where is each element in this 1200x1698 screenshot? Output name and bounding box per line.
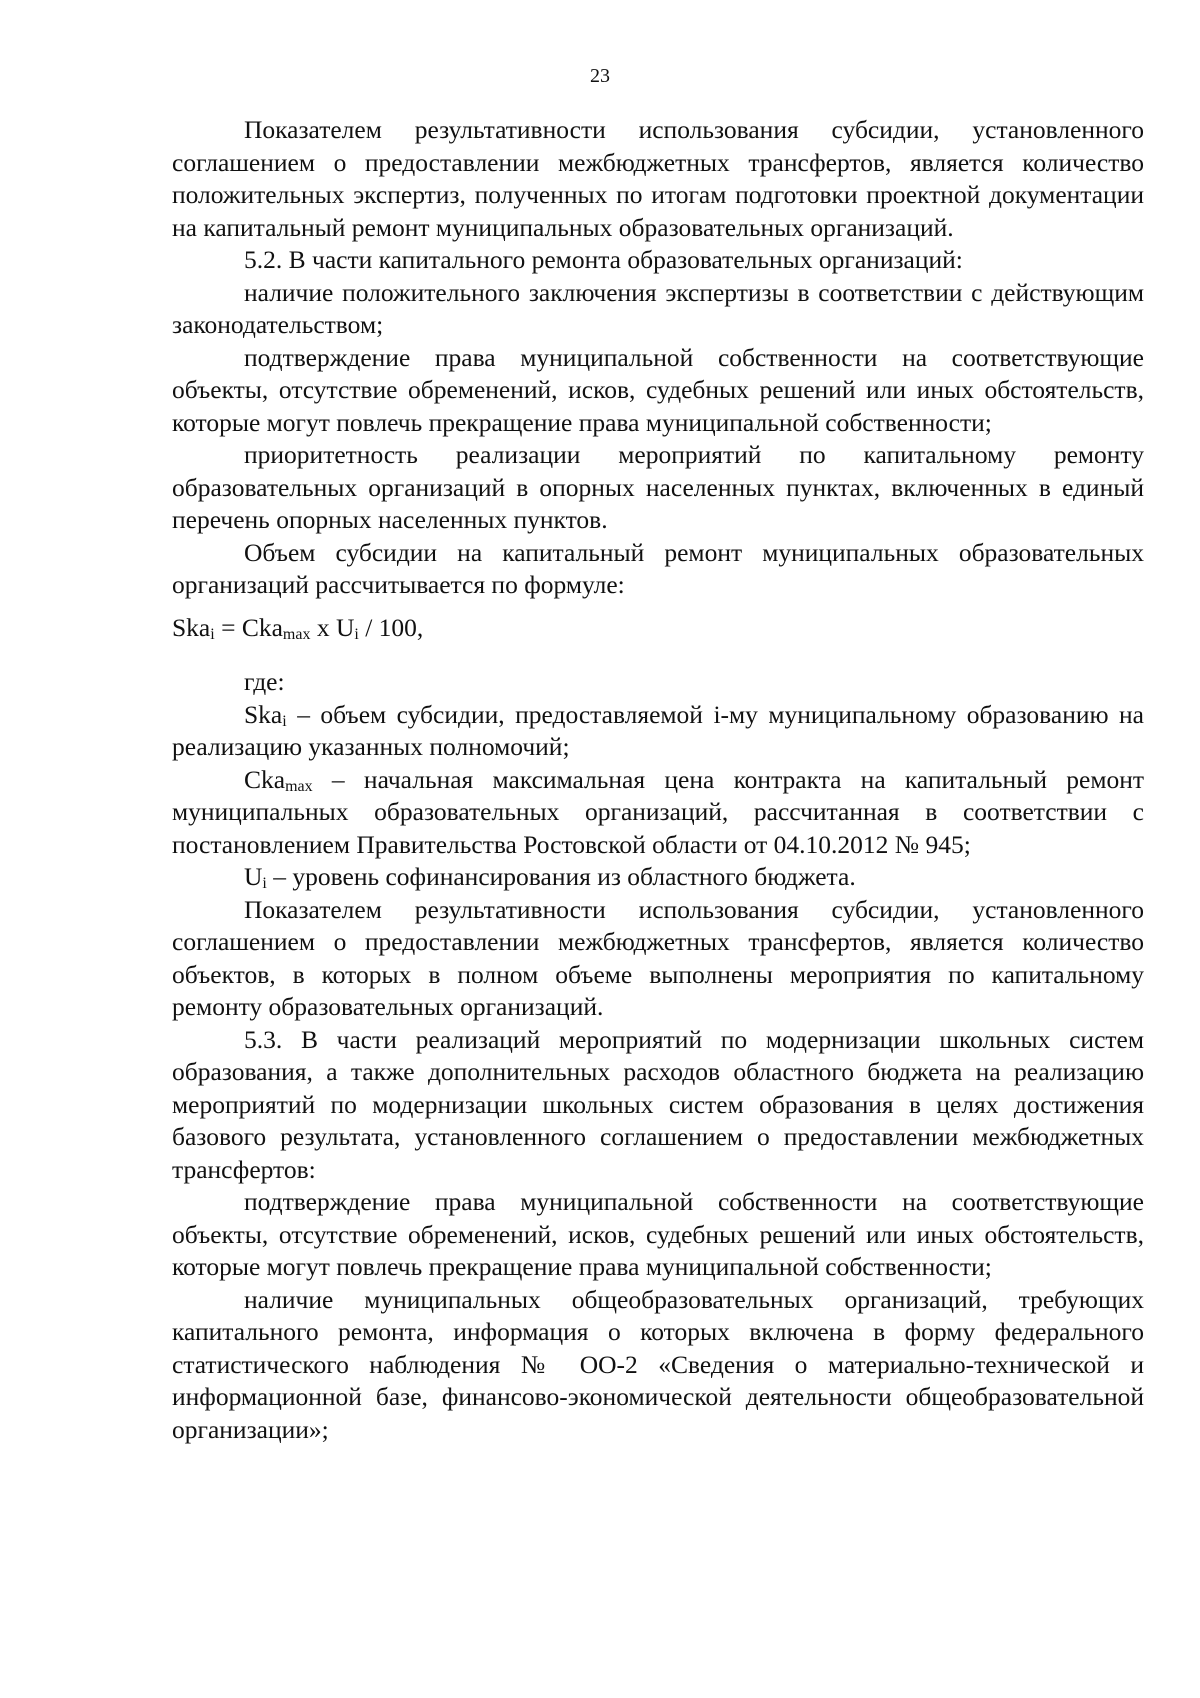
formula-tail: / 100, (358, 612, 424, 642)
formula-ska: Ska (172, 612, 211, 642)
paragraph-expertise: наличие положительного заключения экспертизы в соответствии с действующим законодательством; (172, 277, 1144, 339)
section-heading-5-2: 5.2. В части капитального ремонта образовательных организаций: (244, 245, 963, 274)
formula-times: x (310, 612, 336, 642)
formula-u: U (335, 612, 355, 642)
definition-ska-text: – объем субсидии, предоставляемой i-му муниципальному образованию на реализацию указанных полномочий; (172, 699, 1144, 761)
section-heading-5-3: 5.3. В части реализаций мероприятий по модернизации школьных систем образования, а также дополнительных расходов областного бюджета на реализацию мероприятий по модернизации школьных систем образования в целях достижения базового результата, установленного соглашением о предоставлении межбюджетных трансфертов: (172, 1024, 1144, 1184)
term-u: U (244, 862, 263, 891)
paragraph-ownership-2: подтверждение права муниципальной собственности на соответствующие объекты, отсутствие обременений, исков, судебных решений или иных обстоятельств, которые могут повлечь прекращение права муниципальной собственности; (172, 1187, 1144, 1281)
formula-u-sub: i (354, 625, 359, 643)
term-u-sub: i (262, 875, 267, 892)
formula-ska-sub: i (210, 625, 215, 643)
definition-u-text: – уровень софинансирования из областного бюджета. (266, 862, 856, 891)
definition-u (172, 861, 1144, 894)
paragraph-indicator-design: Показателем результативности использования субсидии, установленного соглашением о предоставлении межбюджетных трансфертов, является количество положительных экспертиз, полученных по итогам подготовки проектной документации на капитальный ремонт муниципальных образовательных организаций. (172, 115, 1144, 242)
definition-ska (172, 699, 1144, 764)
paragraph-subsidy-volume: Объем субсидии на капитальный ремонт муниципальных образовательных организаций рассчитывается по формуле: (172, 537, 1144, 599)
paragraph-priority: приоритетность реализации мероприятий по капитальному ремонту образовательных организаций в опорных населенных пунктах, включенных в единый перечень опорных населенных пунктов. (172, 440, 1144, 534)
definition-cka (172, 764, 1144, 862)
formula-cka-sub: max (282, 625, 311, 643)
page-number: 23 (590, 65, 610, 87)
term-ska: Ska (244, 699, 283, 729)
term-cka-sub: max (285, 777, 313, 795)
paragraph-organizations: наличие муниципальных общеобразовательных организаций, требующих капитального ремонта, информация о которых включена в форму федерального статистического наблюдения № ОО-2 «Сведения о материально-технической и информационной базе, финансово-экономической деятельности общеобразовательной организации»; (172, 1284, 1144, 1444)
paragraph-where: где: (244, 667, 285, 696)
document-body (172, 114, 1144, 1446)
formula (172, 612, 1144, 645)
paragraph-indicator-repair: Показателем результативности использования субсидии, установленного соглашением о предоставлении межбюджетных трансфертов, является количество объектов, в которых в полном объеме выполнены мероприятия по капитальному ремонту образовательных организаций. (172, 894, 1144, 1021)
term-ska-sub: i (282, 712, 287, 730)
formula-cka: Cka (241, 612, 283, 642)
term-cka: Cka (244, 764, 286, 794)
formula-equals: = (214, 612, 242, 642)
definition-cka-text: – начальная максимальная цена контракта на капитальный ремонт муниципальных образовательных организаций, рассчитанная в соответствии с постановлением Правительства Ростовской области от 04.10.2012 № 945; (172, 764, 1144, 859)
paragraph-ownership: подтверждение права муниципальной собственности на соответствующие объекты, отсутствие обременений, исков, судебных решений или иных обстоятельств, которые могут повлечь прекращение права муниципальной собственности; (172, 342, 1144, 437)
